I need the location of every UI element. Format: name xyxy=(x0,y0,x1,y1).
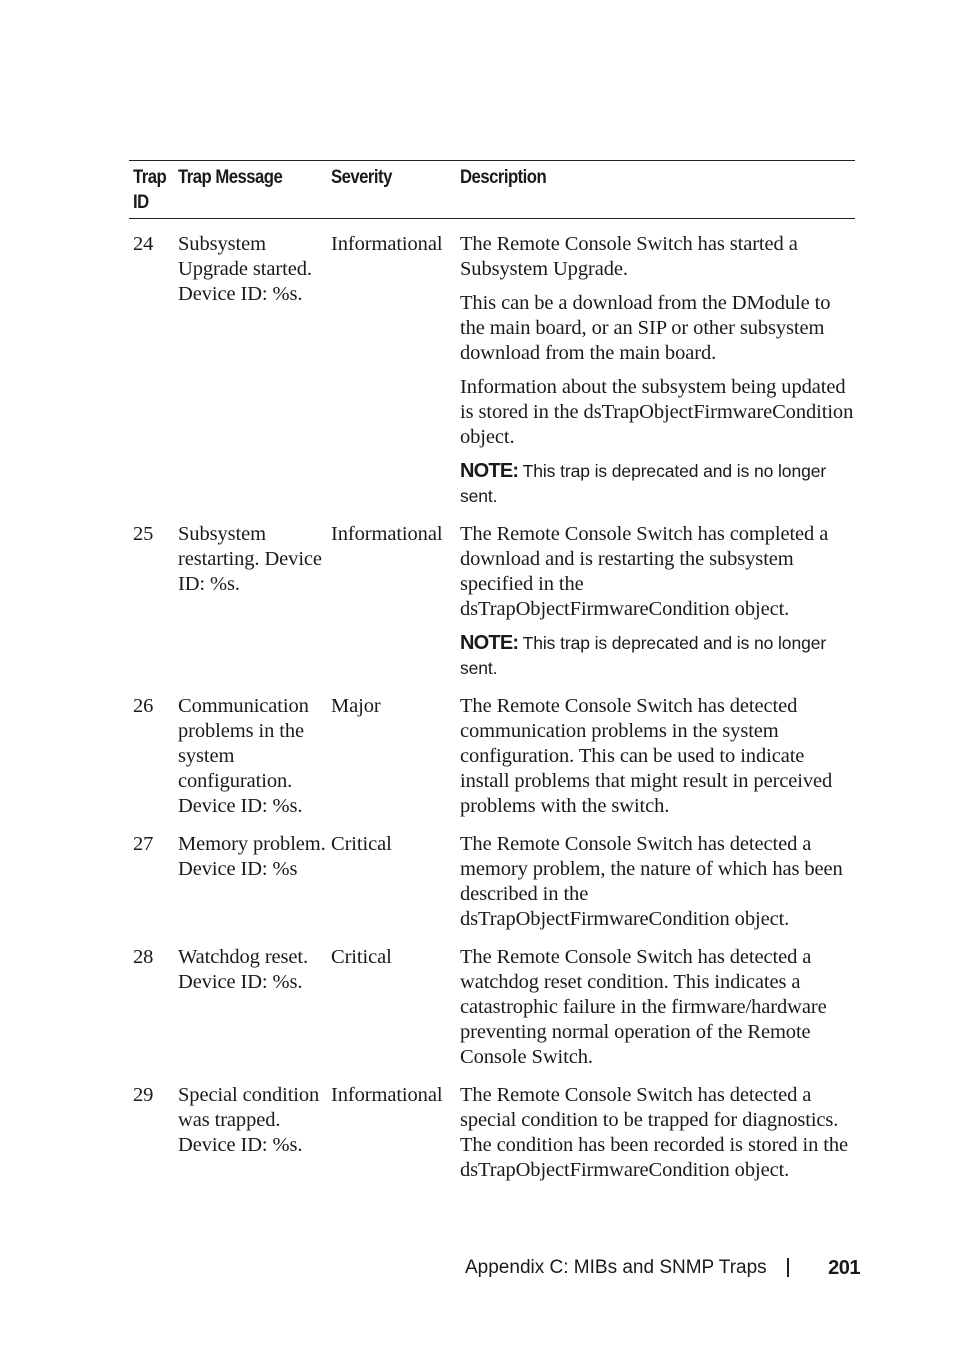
description-paragraph: The Remote Console Switch has detected a special condition to be trapped for diagnostics. The condition has been recorded is stored in the dsTrapObjectFirmwareCondition object. xyxy=(460,1084,848,1181)
trap-id-cell: 27 xyxy=(133,833,154,855)
description-cell xyxy=(460,945,855,1070)
trap-id-cell: 26 xyxy=(133,695,154,717)
description-paragraph: The Remote Console Switch has started a Subsystem Upgrade. xyxy=(460,233,798,280)
severity-cell: Informational xyxy=(331,233,443,255)
description-paragraph: The Remote Console Switch has detected a memory problem, the nature of which has been described in the dsTrapObjectFirmwareCondition object. xyxy=(460,833,843,930)
trap-message-cell: Subsystem restarting. Device ID: %s. xyxy=(178,523,322,595)
footer-separator xyxy=(787,1258,789,1277)
trap-id-cell: 28 xyxy=(133,946,154,968)
description-cell xyxy=(460,694,855,819)
note-text: This trap is deprecated and is no longer sent. xyxy=(460,633,827,678)
deprecation-note xyxy=(460,631,855,681)
description-paragraph: The Remote Console Switch has completed a download and is restarting the subsystem specified in the dsTrapObjectFirmwareCondition object. xyxy=(460,523,829,620)
trap-id-cell: 25 xyxy=(133,523,154,545)
table-row xyxy=(129,509,855,681)
trap-message-cell: Subsystem Upgrade started. Device ID: %s. xyxy=(178,233,312,305)
trap-message-cell: Watchdog reset. Device ID: %s. xyxy=(178,946,309,993)
deprecation-note xyxy=(460,459,855,509)
description-paragraph: The Remote Console Switch has detected a watchdog reset condition. This indicates a catastrophic failure in the firmware/hardware preventing normal operation of the Remote Console Switch. xyxy=(460,946,827,1068)
header-trap-message: Trap Message xyxy=(178,167,283,188)
page-footer xyxy=(465,1255,860,1283)
table-header-row xyxy=(129,161,855,218)
note-text: This trap is deprecated and is no longer sent. xyxy=(460,461,827,506)
severity-cell: Critical xyxy=(331,946,392,968)
table-row xyxy=(129,219,855,509)
note-label: NOTE: xyxy=(460,460,519,482)
description-paragraph: The Remote Console Switch has detected communication problems in the system configuration. This can be used to indicate install problems that might result in perceived problems with the switch. xyxy=(460,695,833,817)
table-row xyxy=(129,1070,855,1183)
description-cell xyxy=(460,1083,855,1183)
trap-message-cell: Memory problem. Device ID: %s xyxy=(178,833,326,880)
description-cell xyxy=(460,832,855,932)
severity-cell: Informational xyxy=(331,1084,443,1106)
header-trap-id: Trap ID xyxy=(133,167,167,213)
trap-message-cell: Special condition was trapped. Device ID: %s. xyxy=(178,1084,320,1156)
severity-cell: Major xyxy=(331,695,381,717)
trap-table xyxy=(129,160,855,1183)
description-paragraph: Information about the subsystem being updated is stored in the dsTrapObjectFirmwareCondition object. xyxy=(460,376,854,448)
table-row xyxy=(129,932,855,1070)
description-cell xyxy=(460,232,855,509)
severity-cell: Critical xyxy=(331,833,392,855)
description-paragraph: This can be a download from the DModule to the main board, or an SIP or other subsystem download from the main board. xyxy=(460,292,831,364)
trap-id-cell: 29 xyxy=(133,1084,154,1106)
table-row xyxy=(129,681,855,819)
page-number: 201 xyxy=(828,1257,860,1279)
description-cell xyxy=(460,522,855,681)
trap-message-cell: Communication problems in the system configuration. Device ID: %s. xyxy=(178,695,309,817)
header-description: Description xyxy=(460,167,547,188)
footer-title: Appendix C: MIBs and SNMP Traps xyxy=(465,1257,767,1278)
header-severity: Severity xyxy=(331,167,392,188)
trap-id-cell: 24 xyxy=(133,233,154,255)
note-label: NOTE: xyxy=(460,632,519,654)
severity-cell: Informational xyxy=(331,523,443,545)
table-body xyxy=(129,219,855,1183)
table-row xyxy=(129,819,855,932)
